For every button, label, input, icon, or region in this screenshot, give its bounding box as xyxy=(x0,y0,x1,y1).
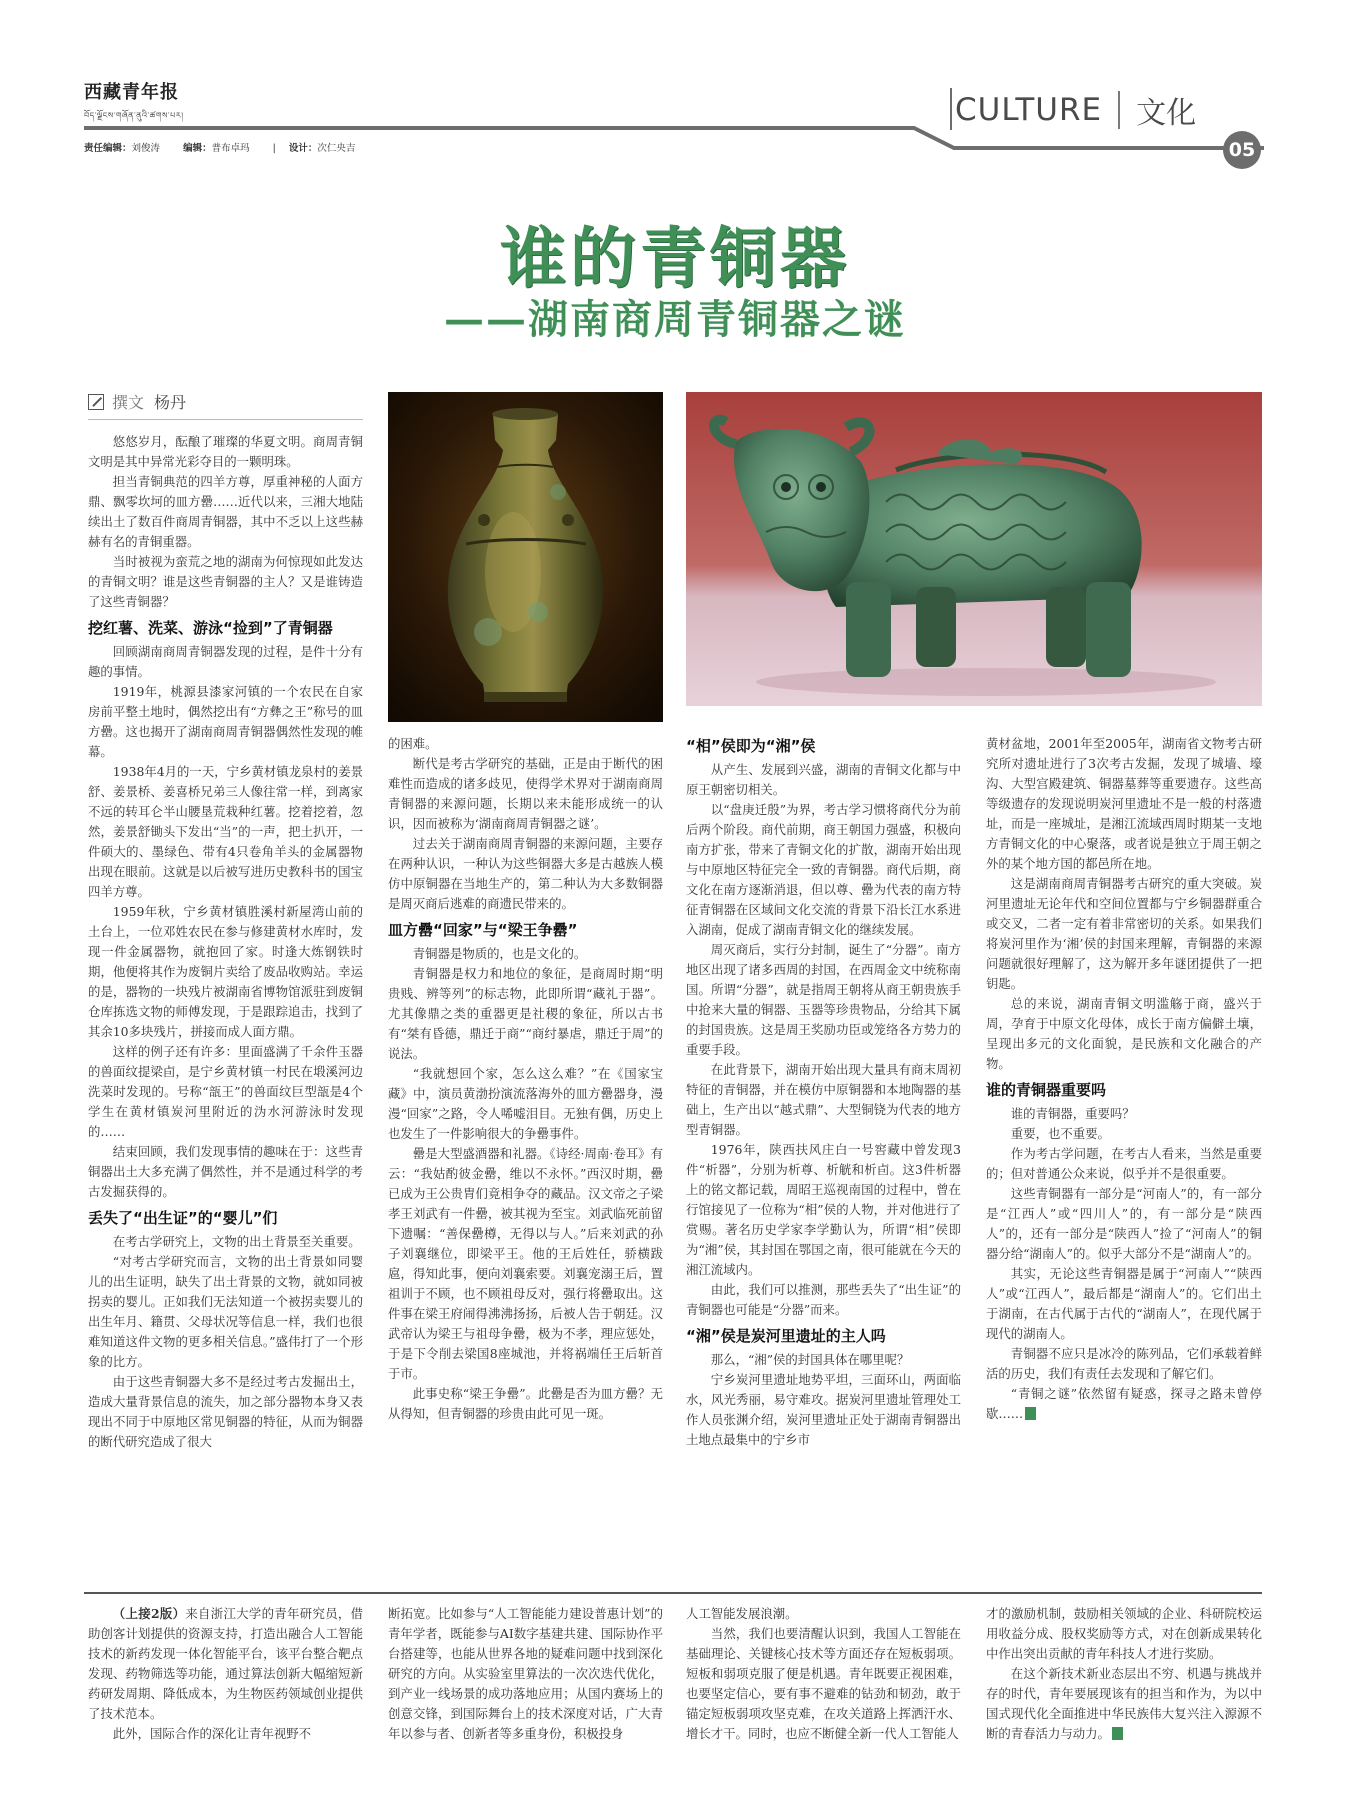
paragraph: 这是湖南商周青铜器考古研究的重大突破。炭河里遗址无论年代和空间位置都与宁乡铜器群重合或交叉，二者一定有着非常密切的关系。如果我们将炭河里作为‘湘’侯的封国来理解，青铜器的来源问题就很好理解了，这为解开多年谜团提供了一把钥匙。 xyxy=(986,876,1262,991)
end-mark-icon xyxy=(1025,1407,1036,1420)
section-heading: “湘”侯是炭河里遗址的主人吗 xyxy=(686,1327,886,1345)
paragraph: 这些青铜器有一部分是“河南人”的，有一部分是“江西人”或“四川人”的，有一部分是“陕西人”的，还有一部分是“陕西人”捡了“河南人”的铜器分给“湖南人”的。似乎大部分不是“湖南人”的。 xyxy=(986,1186,1262,1261)
paragraph: 在考古学研究上，文物的出土背景至关重要。 xyxy=(112,1234,361,1249)
paragraph: 青铜器不应只是冰冷的陈列品，它们承载着鲜活的历史，我们有责任去发现和了解它们。 xyxy=(986,1346,1262,1381)
paragraph: 周灭商后，实行分封制，诞生了“分器”。南方地区出现了诸多西周的封国，在西周金文中统称南国。所谓“分器”，就是指周王朝将从商王朝贵族手中抢来大量的铜器、玉器等珍贵物品，分给其下属的封国贵族。这是周王奖励功臣或笼络各方势力的重要手段。 xyxy=(686,942,961,1057)
section-heading: 挖红薯、洗菜、游泳“捡到”了青铜器 xyxy=(88,619,333,637)
editor-credits xyxy=(84,140,375,154)
paragraph: 过去关于湖南商周青铜器的来源问题，主要存在两种认识，一种认为这些铜器大多是古越族人模仿中原铜器在当地生产的，第二种认为大多数铜器是周灭商后逃难的商遗民带来的。 xyxy=(388,836,663,911)
bronze-hu-vessel-photo xyxy=(388,392,663,722)
paragraph: 的困难。 xyxy=(388,736,438,751)
byline-label: 撰文 xyxy=(112,393,145,412)
paragraph: 当时被视为蛮荒之地的湖南为何惊现如此发达的青铜文明？谁是这些青铜器的主人？又是谁铸造了这些青铜器？ xyxy=(88,554,363,609)
paragraph: 1959年秋，宁乡黄材镇胜溪村新屋湾山前的土台上，一位邓姓农民在参与修建黄材水库时，发现一件金属器物，就抱回了家。时逢大炼钢铁时期，他便将其作为废铜片卖给了废品收购站。幸运的是，器物的一块残片被湖南省博物馆派驻到废铜仓库拣选文物的师傅发现，于是跟踪追击，找到了其余10多块残片，拼接而成人面方鼎。 xyxy=(88,904,363,1039)
bronze-ox-zun-photo xyxy=(686,392,1262,706)
continued-column-4 xyxy=(986,1604,1262,1744)
paragraph: 悠悠岁月，酝酿了璀璨的华夏文明。商周青铜文明是其中异常光彩夺目的一颗明珠。 xyxy=(88,434,363,469)
credit-chief-editor: 责任编辑：刘俊涛 xyxy=(84,143,161,154)
credit-sep: | xyxy=(272,143,276,154)
paragraph: 以“盘庚迁殷”为界，考古学习惯将商代分为前后两个阶段。商代前期，商王朝国力强盛，积极向南方扩张，带来了青铜文化的扩散，湖南开始出现与中原地区特征完全一致的青铜器。商代后期，商文化在南方逐渐消退，但以尊、罍为代表的南方特征青铜器在区域间文化交流的背景下沿长江水系进入湖南，促成了湖南青铜文化的继续发展。 xyxy=(686,802,961,937)
paragraph: 谁的青铜器，重要吗？ xyxy=(1010,1106,1135,1121)
masthead-title: 西藏青年报 xyxy=(84,82,179,103)
section-heading: 谁的青铜器重要吗 xyxy=(986,1081,1107,1099)
paragraph xyxy=(986,1384,1262,1424)
article-column-1 xyxy=(88,432,363,1452)
paragraph: 作为考古学问题，在考古人看来，当然是重要的；但对普通公众来说，似乎并不是很重要。 xyxy=(986,1146,1262,1181)
paragraph: “对考古学研究而言，文物的出土背景如同婴儿的出生证明，缺失了出土背景的文物，就如同被拐卖的婴儿。正如我们无法知道一个被拐卖婴儿的出生年月、籍贯、父母状况等信息一样，我们也很难知道这件文物的更多相关信息。”盛伟打了一个形象的比方。 xyxy=(88,1254,363,1369)
paragraph: 黄材盆地，2001年至2005年，湖南省文物考古研究所对遗址进行了3次考古发掘，发现了城墙、壕沟、大型宫殿建筑、铜器墓葬等重要遗存。这些高等级遗存的发现说明炭河里遗址不是一般的村落遗址，而是一座城址，是湘江流域西周时期某一支地方青铜文化的中心聚落，或者说是独立于周王朝之外的某个地方国的都邑所在地。 xyxy=(986,736,1262,871)
paragraph xyxy=(986,1664,1262,1744)
paragraph: 其实，无论这些青铜器是属于“河南人”“陕西人”或“江西人”，最后都是“湖南人”的。它们出土于湖南，在古代属于古代的“湖南人”，在现代属于现代的湖南人。 xyxy=(986,1266,1262,1341)
paragraph: 结束回顾，我们发现事情的趣味在于：这些青铜器出土大多充满了偶然性，并不是通过科学的考古发掘获得的。 xyxy=(88,1144,363,1199)
end-mark-icon xyxy=(1112,1727,1123,1740)
article-column-3 xyxy=(686,730,961,1450)
paragraph: 重要，也不重要。 xyxy=(1010,1126,1110,1141)
header-left-bar xyxy=(950,88,952,130)
paragraph: 当然，我们也要清醒认识到，我国人工智能在基础理论、关键核心技术等方面还存在短板弱项。短板和弱项克服了便是机遇。青年既要正视困难，也要坚定信心，要有事不避难的钻劲和韧劲，敢于锚定短板弱项攻坚克难，在攻关道路上挥洒汗水、增长才干。同时，也应不断健全新一代人工智能人 xyxy=(686,1626,961,1741)
section-label xyxy=(955,88,1196,132)
continued-column-2 xyxy=(388,1604,663,1744)
paragraph: 此外，国际合作的深化让青年视野不 xyxy=(112,1726,312,1741)
paragraph: 在此背景下，湖南开始出现大量具有商末周初特征的青铜器，并在模仿中原铜器和本地陶器的基础上，生产出以“越式鼎”、大型铜铙为代表的地方型青铜器。 xyxy=(686,1062,961,1137)
section-divider xyxy=(1118,91,1120,129)
section-heading: “相”侯即为“湘”侯 xyxy=(686,737,816,755)
section-chinese: 文化 xyxy=(1136,96,1197,131)
article-column-4 xyxy=(986,734,1262,1424)
paragraph: 青铜器是权力和地位的象征，是商周时期“明贵贱、辨等列”的标志物，此即所谓“藏礼于器”。尤其像鼎之类的重器更是社稷的象征，所以古书有“桀有昏德，鼎迁于商”“商纣暴虐，鼎迁于周”的说法。 xyxy=(388,966,663,1061)
paragraph: 宁乡炭河里遗址地势平坦，三面环山，两面临水，风光秀丽，易守难攻。据炭河里遗址管理处工作人员张渊介绍，炭河里遗址正处于湖南青铜器出土地点最集中的宁乡市 xyxy=(686,1372,961,1447)
paragraph: 断代是考古学研究的基础，正是由于断代的困难性而造成的诸多歧见，使得学术界对于湖南商周青铜器的来源问题，长期以来未能形成统一的认识，因而被称为‘湖南商周青铜器之谜’。 xyxy=(388,756,663,831)
paragraph xyxy=(88,1604,363,1724)
paragraph: 人工智能发展浪潮。 xyxy=(686,1606,798,1621)
paragraph: “我就想回个家，怎么这么难？”在《国家宝藏》中，演员黄渤扮演流落海外的皿方罍器身，漫漫“回家”之路，令人唏嘘泪目。无独有偶，历史上也发生了一件影响很大的争罍事件。 xyxy=(388,1066,663,1141)
continued-column-1 xyxy=(88,1604,363,1744)
section-heading: 丢失了“出生证”的“婴儿”们 xyxy=(88,1209,278,1227)
article-title: 谁的青铜器 xyxy=(500,219,850,297)
closing-text: 在这个新技术新业态层出不穷、机遇与挑战并存的时代，青年要展现该有的担当和作为，为以中国式现代化全面推进中华民族伟大复兴注入源源不断的青春活力与动力。 xyxy=(986,1666,1262,1741)
continued-text: 来自浙江大学的青年研究员，借助创客计划提供的资源支持，打造出融合人工智能技术的新药发现一体化智能平台，该平台整合靶点发现、药物筛选等功能，通过算法创新大幅缩短新药研发周期、降低成本，为生物医药领域创业提供了技术范本。 xyxy=(88,1606,364,1721)
credit-editor: 编辑：普布卓玛 xyxy=(183,143,250,154)
paragraph: 青铜器是物质的，也是文化的。 xyxy=(412,946,587,961)
masthead-tibetan: བོད་ལྗོངས་གཞོན་ནུའི་ཚགས་པར། xyxy=(84,111,184,120)
article-column-2 xyxy=(388,734,663,1424)
credit-designer: 设计：次仁央吉 xyxy=(288,143,356,154)
paragraph: 1938年4月的一天，宁乡黄材镇龙泉村的姜景舒、姜景桥、姜喜桥兄弟三人像往常一样，到离家不远的转耳仑半山腰垦荒栽种红薯。挖着挖着，忽然，姜景舒锄头下发出“当”的一声，把土扒开，一件硕大的、墨绿色、带有4只卷角羊头的金属器物出现在眼前。这就是以后被写进历史教科书的国宝四羊方尊。 xyxy=(88,764,363,899)
paragraph: 这样的例子还有许多：里面盛满了千余件玉器的兽面纹提梁卣，是宁乡黄材镇一村民在塅溪河边洗菜时发现的。号称“瓿王”的兽面纹巨型瓿是4个学生在黄材镇炭河里附近的沩水河游泳时发现的…… xyxy=(88,1044,363,1139)
paragraph: 1976年，陕西扶风庄白一号窖藏中曾发现3件“析器”，分别为析尊、析觥和析卣。这3件析器上的铭文都记载，周昭王巡视南国的过程中，曾在行馆接见了一位称为“相”侯的人物，并对他进行了赏赐。著名历史学家李学勤认为，所谓“相”侯即为“湘”侯，其封国在鄂国之南，很可能就在今天的湘江流域内。 xyxy=(686,1142,961,1277)
paragraph: 从产生、发展到兴盛，湖南的青铜文化都与中原王朝密切相关。 xyxy=(686,762,961,797)
paragraph: 由此，我们可以推测，那些丢失了“出生证”的青铜器也可能是“分器”而来。 xyxy=(686,1282,961,1317)
paragraph: 断拓宽。比如参与“人工智能能力建设普惠计划”的青年学者，既能参与AI数字基建共建、国际协作平台搭建等，也能从世界各地的疑难问题中找到深化研究的方向。从实验室里算法的一次次迭代优化，到产业一线场景的成功落地应用；从国内赛场上的创意交锋，到国际舞台上的技术深度对话，广大青年以参与者、创新者等多重身份，积极投身 xyxy=(388,1606,663,1741)
paragraph: 此事史称“梁王争罍”。此罍是否为皿方罍？无从得知，但青铜器的珍贵由此可见一斑。 xyxy=(388,1386,663,1421)
paragraph: 担当青铜典范的四羊方尊，厚重神秘的人面方鼎、飘零坎坷的皿方罍……近代以来，三湘大地陆续出土了数百件商周青铜器，其中不乏以上这些赫赫有名的青铜重器。 xyxy=(88,474,363,549)
paragraph: 1919年，桃源县漆家河镇的一个农民在自家房前平整土地时，偶然挖出有“方彝之王”称号的皿方罍。这也揭开了湖南商周青铜器偶然性发现的帷幕。 xyxy=(88,684,363,759)
continued-column-3 xyxy=(686,1604,961,1744)
paragraph: 那么，“湘”侯的封国具体在哪里呢？ xyxy=(710,1352,910,1367)
bottom-article-separator xyxy=(84,1592,1262,1594)
page-number: 05 xyxy=(1223,131,1261,169)
section-heading: 皿方罍“回家”与“梁王争罍” xyxy=(388,921,578,939)
byline xyxy=(88,390,363,420)
paragraph: 才的激励机制，鼓励相关领域的企业、科研院校运用收益分成、股权奖励等方式，对在创新成果转化中作出突出贡献的青年科技人才进行奖励。 xyxy=(986,1606,1262,1661)
paragraph: 回顾湖南商周青铜器发现的过程，是件十分有趣的事情。 xyxy=(88,644,363,679)
pen-icon xyxy=(88,394,104,410)
continued-label: （上接2版） xyxy=(112,1606,186,1621)
paragraph: 由于这些青铜器大多不是经过考古发掘出土，造成大量背景信息的流失，加之部分器物本身又表现出不同于中原地区常见铜器的特征，从而为铜器的断代研究造成了很大 xyxy=(88,1374,363,1449)
paragraph: 总的来说，湖南青铜文明滥觞于商，盛兴于周，孕育于中原文化母体，成长于南方偏僻土壤，呈现出多元的文化面貌，是民族和文化融合的产物。 xyxy=(986,996,1262,1071)
article-subtitle: ——湖南商周青铜器之谜 xyxy=(444,296,906,343)
section-english: CULTURE xyxy=(955,92,1103,128)
paragraph: 罍是大型盛酒器和礼器。《诗经·周南·卷耳》有云：“我姑酌彼金罍，维以不永怀。”西汉时期，罍已成为王公贵胄们竟相争夺的藏品。汉文帝之子梁孝王刘武有一件罍，被其视为至宝。刘武临死前留下遗嘱：“善保罍樽，无得以与人。”后来刘武的孙子刘襄继位，即梁平王。他的王后姓任，骄横跋扈，得知此事，便向刘襄索要。刘襄宠溺王后，置祖训于不顾，也不顾祖母反对，强行将罍取出。这件事在梁王府闹得沸沸扬扬，后被人告于朝廷。汉武帝认为梁王与祖母争罍，极为不孝，理应惩处，于是下令削去梁国8座城池，并将祸端任王后斩首于市。 xyxy=(388,1146,663,1381)
author-name: 杨丹 xyxy=(154,393,187,412)
closing-text: “青铜之谜”依然留有疑惑，探寻之路未曾停歇…… xyxy=(986,1386,1262,1421)
